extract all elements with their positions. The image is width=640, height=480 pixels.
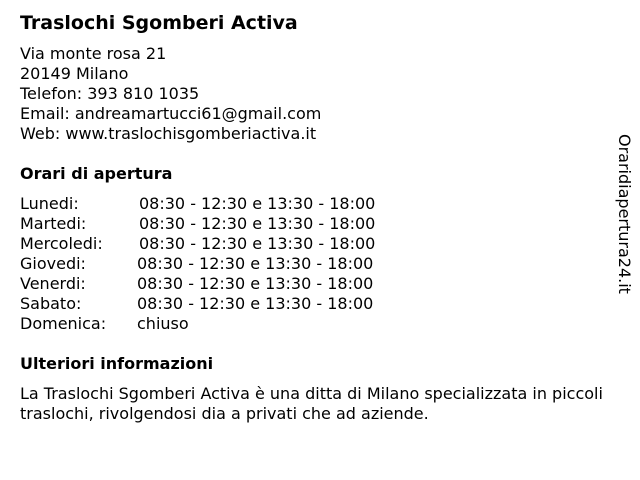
hours-time: 08:30 - 12:30 e 13:30 - 18:00	[139, 194, 376, 213]
business-name: Traslochi Sgomberi Activa	[20, 12, 298, 34]
address-street: Via monte rosa 21	[20, 44, 167, 63]
phone-line: Telefon: 393 810 1035	[20, 84, 200, 103]
hours-time: chiuso	[137, 314, 189, 333]
site-watermark: Oraridiapertura24.it	[615, 134, 634, 294]
hours-time: 08:30 - 12:30 e 13:30 - 18:00	[139, 214, 376, 233]
hours-time: 08:30 - 12:30 e 13:30 - 18:00	[137, 274, 374, 293]
hours-day: Venerdi:	[20, 274, 86, 293]
hours-day: Domenica:	[20, 314, 107, 333]
hours-day: Mercoledi:	[20, 234, 103, 253]
address-city: 20149 Milano	[20, 64, 129, 83]
email-line: Email: andreamartucci61@gmail.com	[20, 104, 322, 123]
hours-day: Sabato:	[20, 294, 82, 313]
hours-day: Martedi:	[20, 214, 87, 233]
hours-day: Giovedi:	[20, 254, 86, 273]
info-description: La Traslochi Sgomberi Activa è una ditta di Milano specializzata in piccoli traslochi, rivolgendosi dia a privati che ad aziende.	[20, 384, 603, 423]
hours-day: Lunedi:	[20, 194, 79, 213]
hours-time: 08:30 - 12:30 e 13:30 - 18:00	[137, 294, 374, 313]
info-heading: Ulteriori informazioni	[20, 354, 214, 373]
hours-heading: Orari di apertura	[20, 164, 173, 183]
web-line: Web: www.traslochisgomberiactiva.it	[20, 124, 317, 143]
hours-time: 08:30 - 12:30 e 13:30 - 18:00	[139, 234, 376, 253]
hours-time: 08:30 - 12:30 e 13:30 - 18:00	[137, 254, 374, 273]
contact-block	[20, 44, 321, 144]
